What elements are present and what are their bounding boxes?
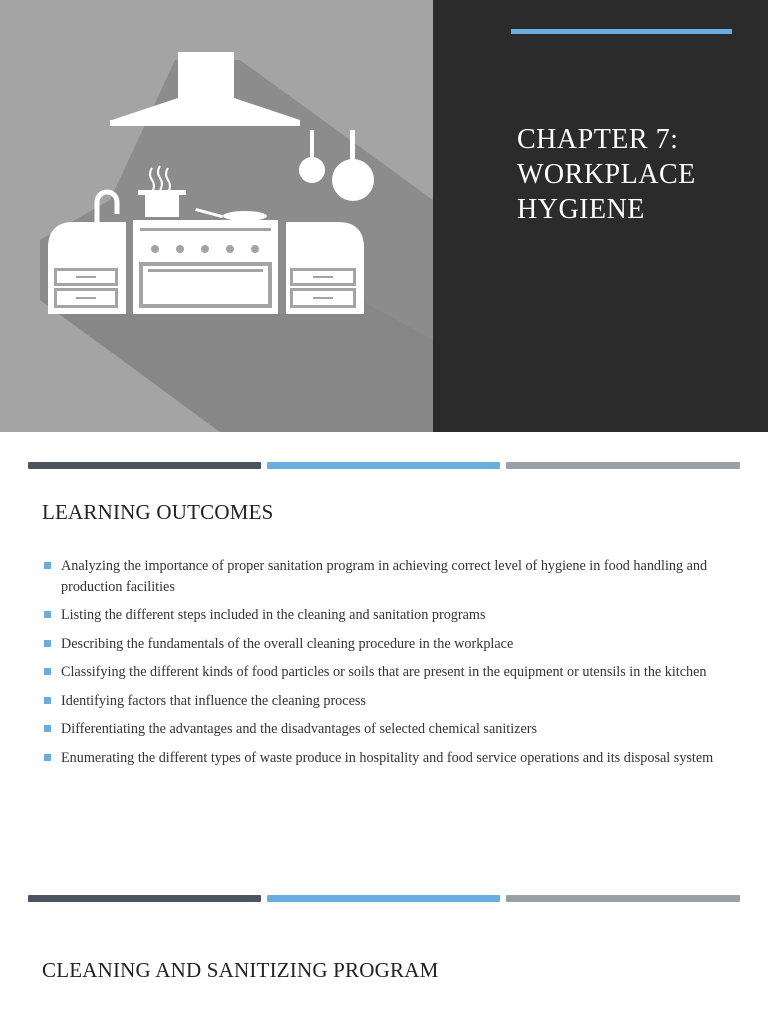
list-item-text: Describing the fundamentals of the overall cleaning procedure in the workplace bbox=[61, 635, 514, 652]
bar-segment bbox=[28, 895, 261, 902]
title-panel bbox=[433, 0, 768, 432]
kitchen-illustration bbox=[0, 0, 433, 432]
learning-outcomes-heading: LEARNING OUTCOMES bbox=[42, 500, 274, 524]
title-accent-bar bbox=[511, 29, 732, 34]
square-bullet-icon bbox=[44, 640, 51, 647]
learning-outcomes-list bbox=[42, 556, 732, 776]
square-bullet-icon bbox=[44, 562, 51, 569]
square-bullet-icon bbox=[44, 754, 51, 761]
list-item bbox=[42, 662, 732, 683]
chapter-title bbox=[517, 122, 747, 227]
slide-divider-bar bbox=[28, 462, 740, 469]
list-item-text: Classifying the different kinds of food particles or soils that are present in the equipment or utensils in the kitchen bbox=[61, 664, 707, 680]
bar-segment bbox=[28, 462, 261, 469]
list-item bbox=[42, 634, 732, 655]
list-item bbox=[42, 691, 732, 712]
list-item bbox=[42, 719, 732, 740]
list-item-text: Enumerating the different types of waste produce in hospitality and food service operations and its disposal system bbox=[61, 749, 714, 766]
square-bullet-icon bbox=[44, 697, 51, 704]
square-bullet-icon bbox=[44, 611, 51, 618]
bar-segment bbox=[267, 462, 500, 469]
cleaning-program-heading: CLEANING AND SANITIZING PROGRAM bbox=[42, 958, 439, 982]
list-item bbox=[42, 748, 732, 769]
square-bullet-icon bbox=[44, 668, 51, 675]
chapter-title-line: HYGIENE bbox=[517, 194, 645, 225]
bar-segment bbox=[506, 895, 740, 902]
list-item-text: Analyzing the importance of proper sanitation program in achieving correct level of hygiene in food handling and production facilities bbox=[61, 558, 708, 595]
bar-segment bbox=[267, 895, 500, 902]
square-bullet-icon bbox=[44, 725, 51, 732]
list-item-text: Listing the different steps included in the cleaning and sanitation programs bbox=[61, 607, 486, 623]
list-item-text: Identifying factors that influence the cleaning process bbox=[61, 692, 366, 709]
list-item bbox=[42, 556, 732, 597]
chapter-title-line: WORKPLACE bbox=[517, 159, 696, 190]
chapter-title-line: CHAPTER 7: bbox=[517, 124, 679, 155]
kitchen-icon bbox=[0, 0, 433, 432]
list-item-text: Differentiating the advantages and the disadvantages of selected chemical sanitizers bbox=[61, 721, 538, 737]
title-slide bbox=[0, 0, 768, 432]
list-item bbox=[42, 605, 732, 626]
slide-divider-bar bbox=[28, 895, 740, 902]
bar-segment bbox=[506, 462, 740, 469]
